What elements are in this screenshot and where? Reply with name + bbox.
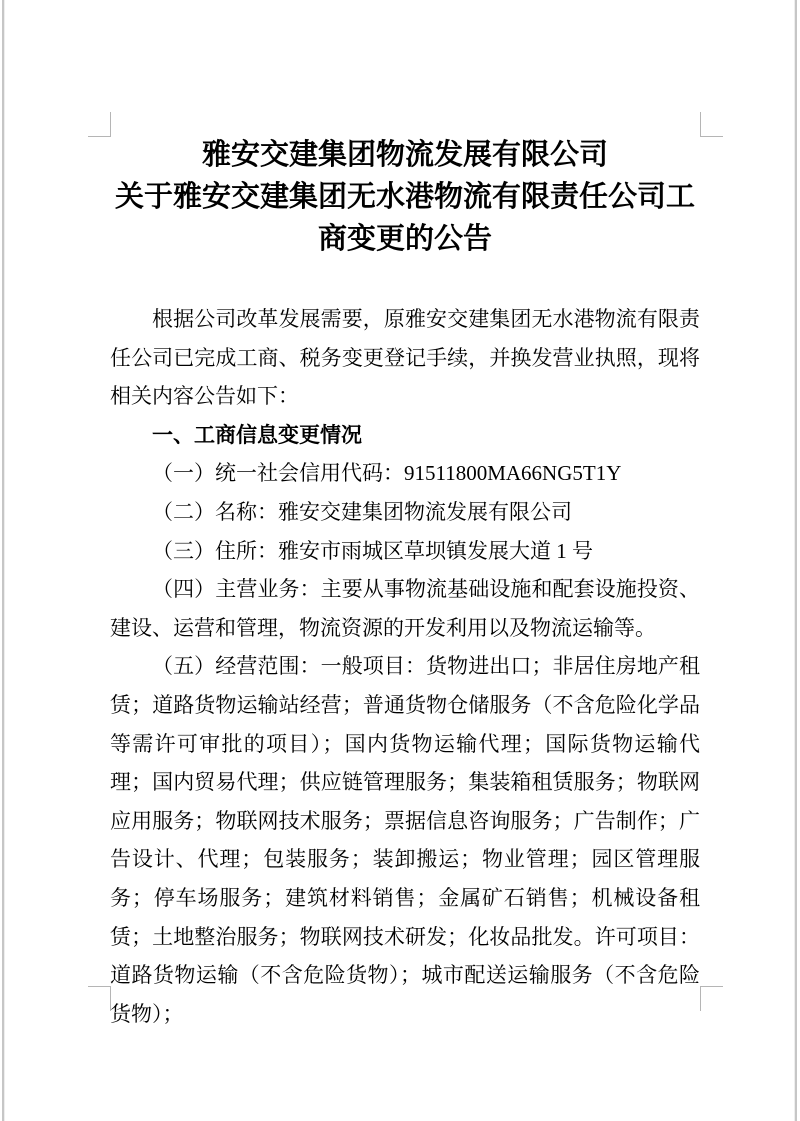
document-title <box>110 134 700 260</box>
document-content <box>110 134 700 1033</box>
section-heading: 一、工商信息变更情况 <box>152 422 362 447</box>
page-right-edge <box>794 0 797 1121</box>
crop-mark-top-right <box>700 112 723 137</box>
title-subject-line: 关于雅安交建集团无水港物流有限责任公司工商变更的公告 <box>114 181 695 255</box>
item-business-scope <box>110 647 700 1033</box>
item-credit-code-label: （一）统一社会信用代码： <box>152 461 404 486</box>
item-main-business <box>110 570 700 647</box>
item-address <box>110 532 700 571</box>
crop-mark-bottom-left <box>88 986 111 1011</box>
crop-mark-top-left <box>88 112 111 137</box>
page-left-edge <box>2 0 5 1121</box>
intro-paragraph: 根据公司改革发展需要，原雅安交建集团无水港物流有限责任公司已完成工商、税务变更登记手续，并换发营业执照，现将相关内容公告如下： <box>110 307 700 409</box>
title-company-line: 雅安交建集团物流发展有限公司 <box>201 139 608 171</box>
item-main-business-value: 主要从事物流基础设施和配套设施投资、建设、运营和管理，物流资源的开发利用以及物流运输等。 <box>110 577 700 640</box>
item-company-name-value: 雅安交建集团物流发展有限公司 <box>278 499 572 524</box>
item-credit-code-value: 91511800MA66NG5T1Y <box>404 461 622 486</box>
crop-mark-bottom-right <box>700 986 723 1011</box>
item-business-scope-value: 一般项目：货物进出口；非居住房地产租赁；道路货物运输站经营；普通货物仓储服务（不含危险化学品等需许可审批的项目）；国内货物运输代理；国际货物运输代理；国内贸易代理；供应链管理服务；集装箱租赁服务；物联网应用服务；物联网技术服务；票据信息咨询服务；广告制作；广告设计、代理；包装服务；装卸搬运；物业管理；园区管理服务；停车场服务；建筑材料销售；金属矿石销售；机械设备租赁；土地整治服务；物联网技术研发；化妆品批发。许可项目：道路货物运输（不含危险货物）；城市配送运输服务（不含危险货物）； <box>110 654 700 1026</box>
item-main-business-label: （四）主营业务： <box>152 577 321 602</box>
item-company-name <box>110 493 700 532</box>
item-company-name-label: （二）名称： <box>152 499 278 524</box>
item-credit-code <box>110 454 700 493</box>
item-address-label: （三）住所： <box>152 538 278 563</box>
item-business-scope-label: （五）经营范围： <box>152 654 321 679</box>
item-address-value: 雅安市雨城区草坝镇发展大道 1 号 <box>278 538 593 563</box>
